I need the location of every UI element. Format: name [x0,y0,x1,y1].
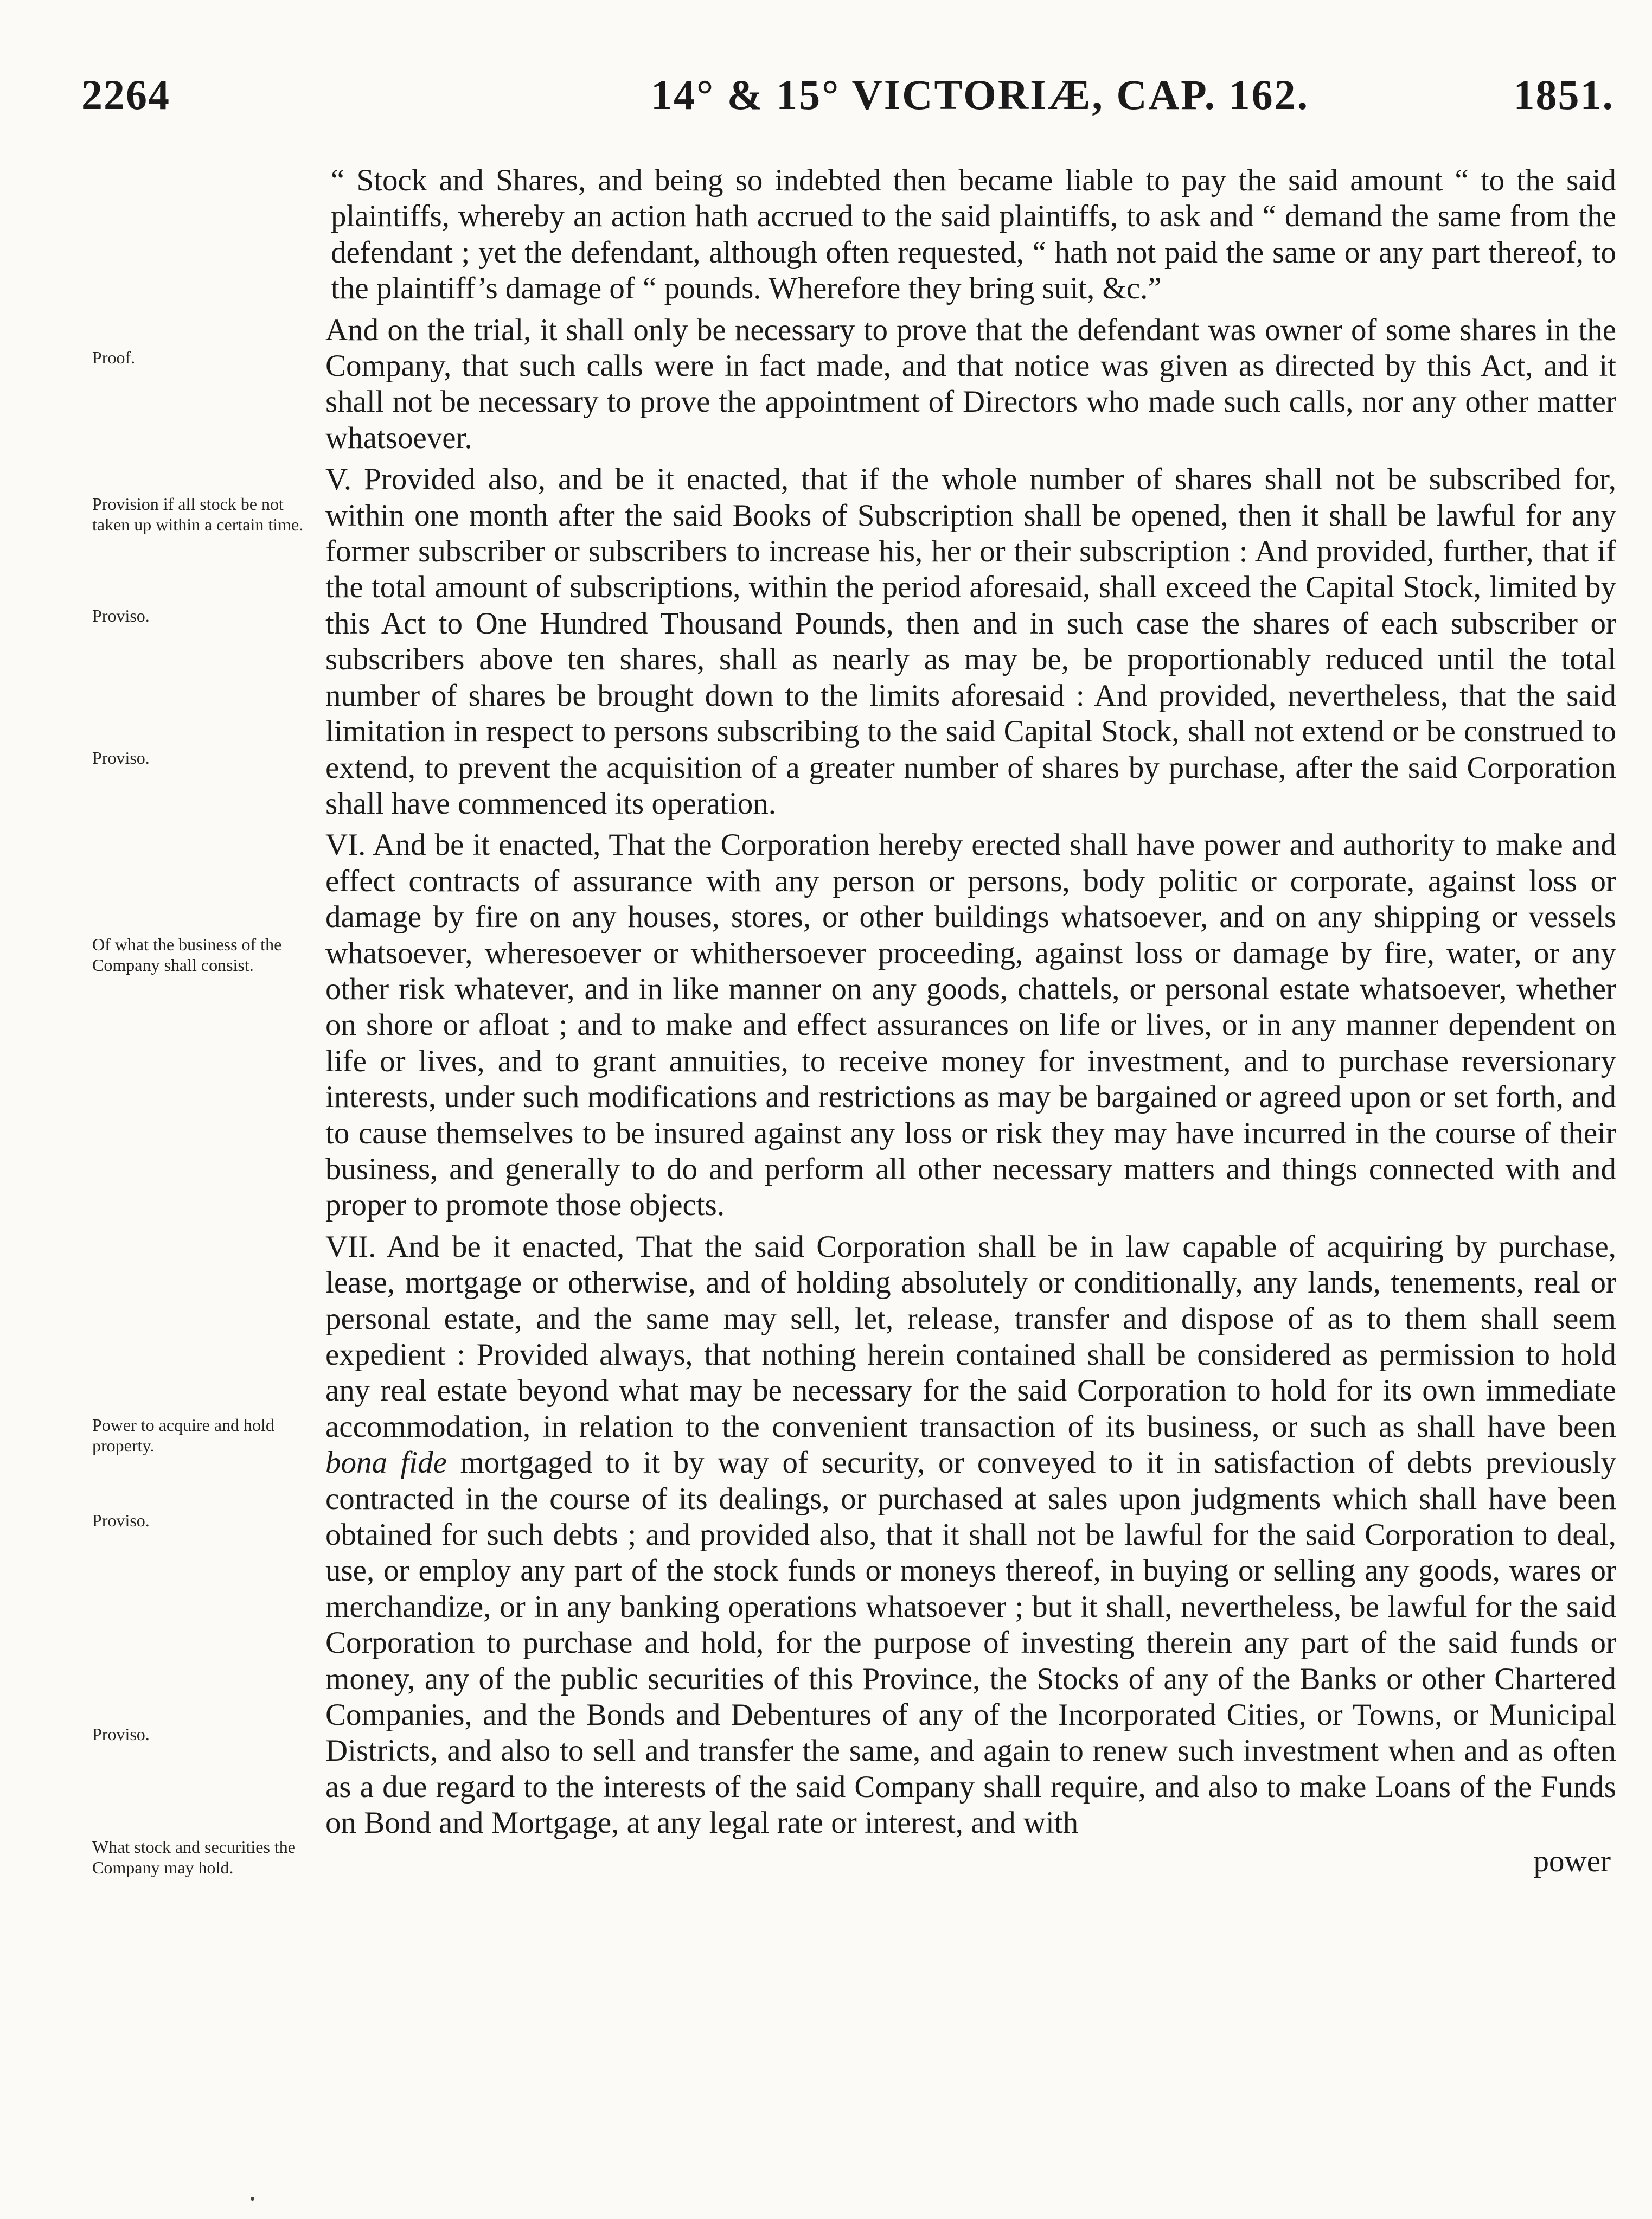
side-note-provision-stock: Provision if all stock be not taken up within a certain time. [92,494,304,534]
section-vii-part-1: VII. And be it enacted, That the said Corporation shall be in law capable of acquiring by purchase, lease, mortgage or otherwise, and of holding absolutely or conditionally, any lands, tenements, real or personal estate, and the same may sell, let, release, transfer and dispose of as to them shall seem expedient : Provided always, that nothing herein contained shall be considered as permission to hold any real estate beyond what may be necessary for the said Corporation to hold for its own immediate accommodation, in relation to the convenient transaction of its business, or such as shall have been [325,1229,1616,1444]
side-note-business: Of what the business of the Company shall consist. [92,935,282,975]
running-title: 14° & 15° VICTORIÆ, CAP. 162. [651,71,1310,118]
section-vii-italic: bona fide [325,1446,447,1480]
side-note-proviso-3: Proviso. [92,1511,150,1530]
body-text [325,163,1616,1879]
proof-paragraph: And on the trial, it shall only be necessary to prove that the defendant was owner of some shares in the Company, that such calls were in fact made, and that notice was given as directed by this Act, and it shall not be necessary to prove the appointment of Directors who made such calls, nor any other matter whatsoever. [325,312,1616,455]
side-note-proviso-4: Proviso. [92,1724,150,1744]
year: 1851. [1513,71,1614,118]
side-note-securities: What stock and securities the Company may hold. [92,1837,296,1877]
section-vi: VI. And be it enacted, That the Corporation hereby erected shall have power and authority to make and effect contracts of assurance with any person or persons, body politic or corporate, against loss or damage by fire on any houses, stores, or other buildings whatsoever, and on any shipping or vessels whatsoever, wheresoever or whithersoever proceeding, against loss or damage by fire, water, or any other risk whatever, and in like manner on any goods, chattels, or personal estate whatsoever, whether on shore or afloat ; and to make and effect assurances on life or lives, or in any manner dependent on life or lives, and to grant annuities, to receive money for investment, and to purchase reversionary interests, under such modifications and restrictions as may be bargained or agreed upon or set forth, and to cause themselves to be insured against any loss or risk they may have incurred in the course of their business, and generally to do and perform all other necessary matters and things connected with and proper to promote those objects. [325,828,1616,1223]
side-note-proviso-1: Proviso. [92,606,150,625]
section-vii-part-2: mortgaged to it by way of security, or conveyed to it in satisfaction of debts previously contracted in the course of its dealings, or purchased at sales upon judgments which shall have been obtained for such debts ; and provided also, that it shall not be lawful for the said Corporation to deal, use, or employ any part of the stock funds or moneys thereof, in buying or selling any goods, wares or merchandize, or in any banking operations whatsoever ; but it shall, nevertheless, be lawful for the said Corporation to purchase and hold, for the purpose of investing therein any part of the said funds or money, any of the public securities of this Province, the Stocks of any of the Banks or other Chartered Companies, and the Bonds and Debentures of any of the Incorporated Cities, or Towns, or Municipal Districts, and also to sell and transfer the same, and again to renew such investment when and as often as a due regard to the interests of the said Company shall require, and also to make Loans of the Funds on Bond and Mortgage, at any legal rate or interest, and with [325,1446,1616,1840]
side-note-proviso-2: Proviso. [92,748,150,768]
section-vii [325,1229,1616,1841]
page-header [81,71,1614,130]
print-speck [251,2197,254,2201]
section-v: V. Provided also, and be it enacted, that if the whole number of shares shall not be subscribed for, within one month after the said Books of Subscription shall be opened, then it shall be lawful for any former subscriber or subscribers to increase his, her or their subscription : And provided, further, that if the total amount of subscriptions, within the period aforesaid, shall exceed the Capital Stock, limited by this Act to One Hundred Thousand Pounds, then and in such case the shares of each subscriber or subscribers above ten shares, shall as nearly as may be, be proportionably reduced until the total number of shares be brought down to the limits aforesaid : And provided, nevertheless, that the said limitation in respect to persons subscribing to the said Capital Stock, shall not extend or be construed to extend, to prevent the acquisition of a greater number of shares by purchase, after the said Corporation shall have commenced its operation. [325,462,1616,821]
catchword: power [1533,1844,1611,1878]
side-note-property: Power to acquire and hold property. [92,1415,274,1455]
declaration-quote: “ Stock and Shares, and being so indebted then became liable to pay the said amount “ to the said plaintiffs, whereby an action hath accrued to the said plaintiffs, to ask and “ demand the same from the defendant ; yet the defendant, although often requested, “ hath not paid the same or any part thereof, to the plaintiff’s damage of “ pounds. Wherefore they bring suit, &c.” [331,163,1616,306]
side-note-proof: Proof. [92,348,136,367]
page-number: 2264 [81,71,170,118]
